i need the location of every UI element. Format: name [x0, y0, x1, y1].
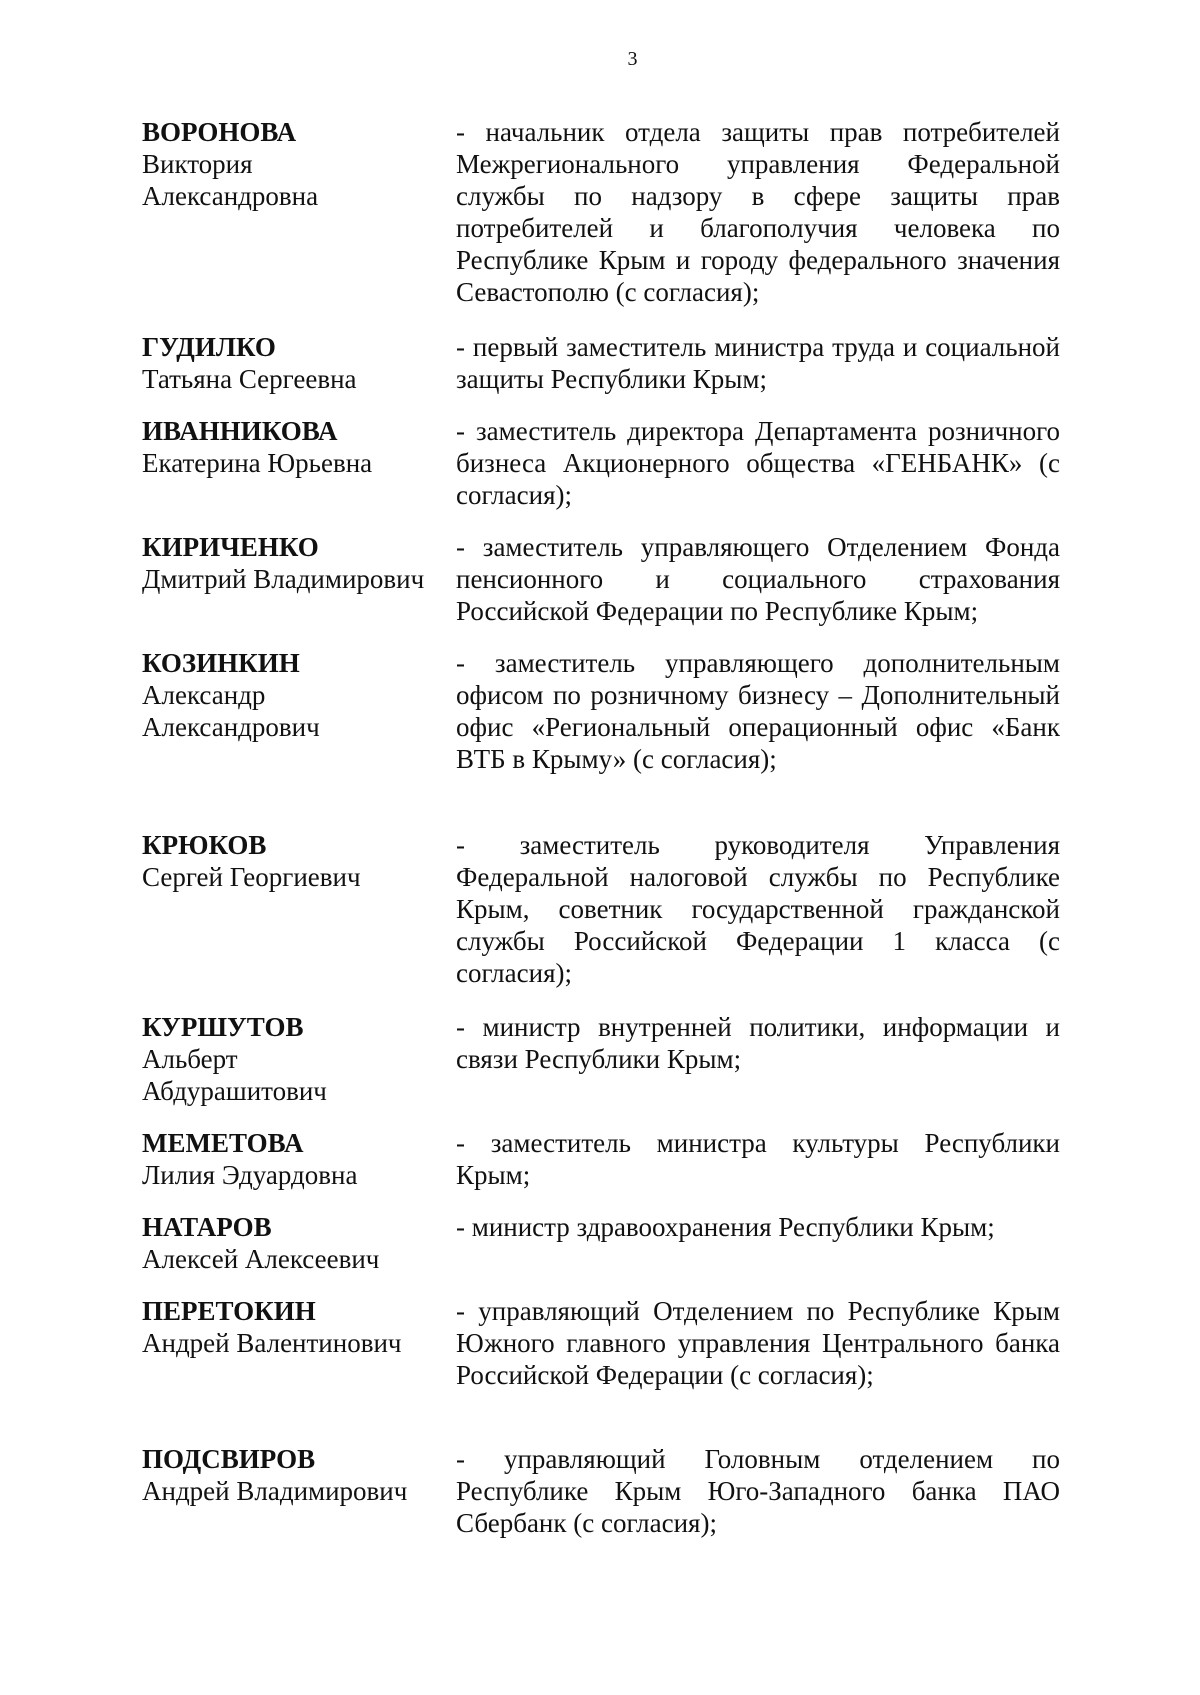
member-name — [142, 331, 452, 395]
member-name — [142, 1127, 452, 1191]
member-given-names: Дмитрий Владимирович — [142, 564, 425, 594]
member-surname: ПЕРЕТОКИН — [142, 1296, 316, 1326]
member-given-names: Лилия Эдуардовна — [142, 1160, 358, 1190]
member-name — [142, 1443, 452, 1507]
member-position: - заместитель управляющего дополнительным офисом по розничному бизнесу – Дополнительный офис «Региональный операционный офис «Банк ВТБ в Крыму» (с согласия); — [456, 648, 1060, 774]
member-position: - заместитель руководителя Управления Федеральной налоговой службы по Республике Крым, советник государственной гражданской службы Российской Федерации 1 класса (с согласия); — [456, 830, 1060, 988]
member-name — [142, 531, 452, 595]
member-given-names: Алексей Алексеевич — [142, 1244, 380, 1274]
member-given-names: Татьяна Сергеевна — [142, 364, 357, 394]
member-surname: КУРШУТОВ — [142, 1012, 304, 1042]
member-position: - первый заместитель министра труда и социальной защиты Республики Крым; — [456, 332, 1060, 394]
member-surname: КИРИЧЕНКО — [142, 532, 319, 562]
member-given-names: Альберт Абдурашитович — [142, 1044, 327, 1106]
member-position: - заместитель управляющего Отделением Фонда пенсионного и социального страхования Российской Федерации по Республике Крым; — [456, 532, 1060, 626]
member-surname: КОЗИНКИН — [142, 648, 300, 678]
member-given-names: Андрей Владимирович — [142, 1476, 408, 1506]
member-position: - министр здравоохранения Республики Крым; — [456, 1212, 995, 1242]
member-surname: МЕМЕТОВА — [142, 1128, 304, 1158]
member-position: - управляющий Головным отделением по Республике Крым Юго-Западного банка ПАО Сбербанк (с согласия); — [456, 1444, 1060, 1538]
member-position: - министр внутренней политики, информации и связи Республики Крым; — [456, 1012, 1060, 1074]
member-name — [142, 647, 452, 743]
member-name — [142, 415, 452, 479]
member-position: - заместитель директора Департамента розничного бизнеса Акционерного общества «ГЕНБАНК» (с согласия); — [456, 416, 1060, 510]
member-name — [142, 1011, 452, 1107]
member-name — [142, 829, 452, 893]
member-surname: НАТАРОВ — [142, 1212, 272, 1242]
member-name — [142, 116, 452, 212]
member-given-names: Екатерина Юрьевна — [142, 448, 373, 478]
member-surname: КРЮКОВ — [142, 830, 267, 860]
member-given-names: Сергей Георгиевич — [142, 862, 361, 892]
member-given-names: Виктория Александровна — [142, 149, 319, 211]
member-surname: ПОДСВИРОВ — [142, 1444, 316, 1474]
member-given-names: Александр Александрович — [142, 680, 320, 742]
member-position: - начальник отдела защиты прав потребителей Межрегионального управления Федеральной службы по надзору в сфере защиты прав потребителей и благополучия человека по Республике Крым и городу федерального значения Севастополю (с согласия); — [456, 117, 1060, 307]
member-surname: ГУДИЛКО — [142, 332, 276, 362]
member-name — [142, 1295, 452, 1359]
member-surname: ИВАННИКОВА — [142, 416, 338, 446]
member-surname: ВОРОНОВА — [142, 117, 297, 147]
member-given-names: Андрей Валентинович — [142, 1328, 402, 1358]
member-position: - управляющий Отделением по Республике Крым Южного главного управления Центрального банка Российской Федерации (с согласия); — [456, 1296, 1060, 1390]
member-position: - заместитель министра культуры Республики Крым; — [456, 1128, 1060, 1190]
member-name — [142, 1211, 452, 1275]
page-number: 3 — [627, 48, 638, 70]
